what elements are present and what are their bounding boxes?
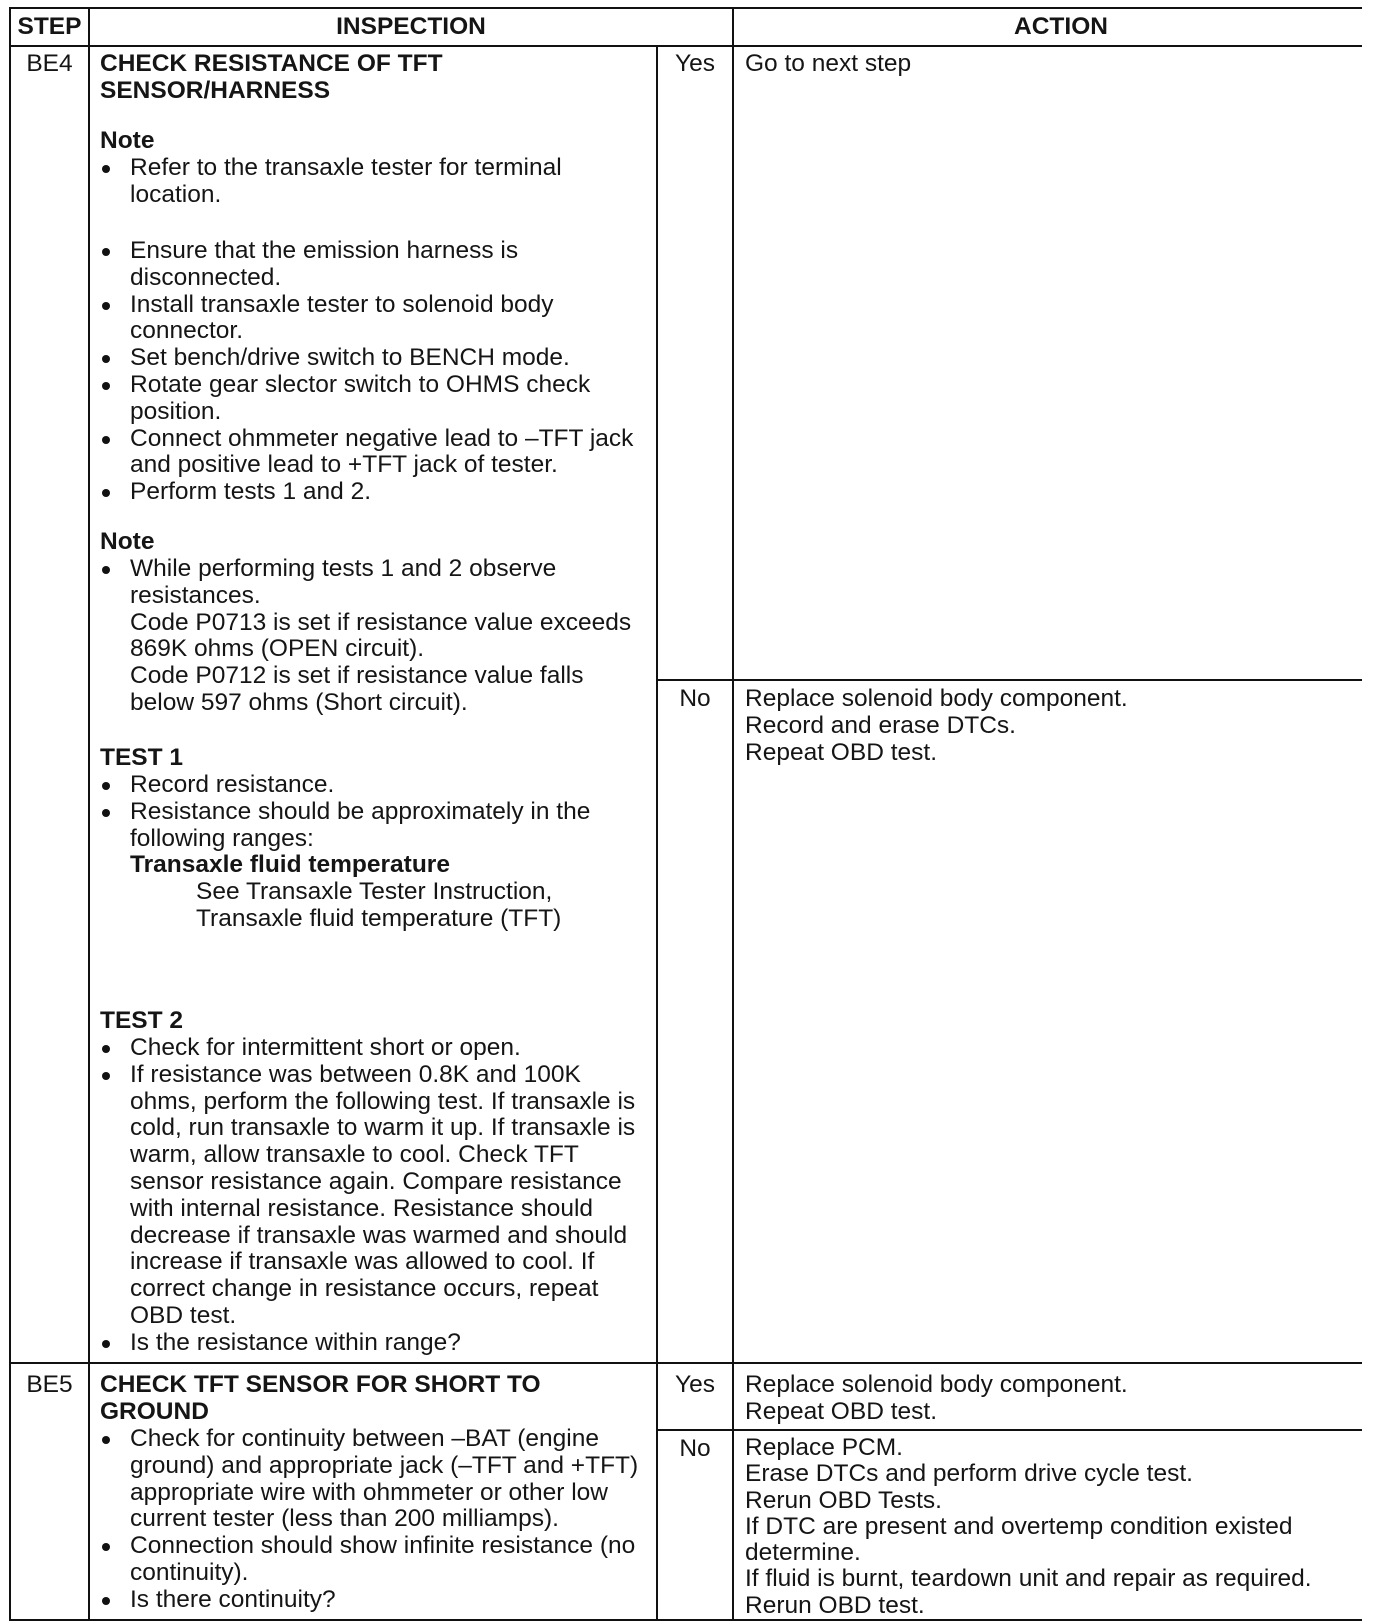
bullet-item — [100, 345, 655, 372]
answer-yes: Yes — [675, 1371, 715, 1398]
action-no: Replace solenoid body component. Record and erase DTCs. Repeat OBD test. — [745, 685, 1128, 766]
continuity-check-list — [100, 1426, 655, 1614]
bullet-item — [100, 479, 655, 506]
bullet-icon — [102, 1045, 110, 1053]
bullet-icon — [102, 1543, 110, 1551]
range-reference: See Transaxle Tester Instruction, Transaxle fluid temperature (TFT) — [196, 878, 562, 932]
bullet-text: Record resistance. — [130, 771, 335, 798]
header-inspection: INSPECTION — [336, 12, 486, 40]
bullet-icon — [102, 809, 110, 817]
test-1-list — [100, 772, 655, 852]
action-yes: Replace solenoid body component. Repeat OBD test. — [745, 1371, 1128, 1425]
bullet-item — [100, 1587, 655, 1614]
step-be5-title: CHECK TFT SENSOR FOR SHORT TO GROUND — [100, 1371, 541, 1425]
step-be4-title: CHECK RESISTANCE OF TFT SENSOR/HARNESS — [100, 50, 443, 104]
note-1-list — [100, 155, 655, 209]
bullet-text: Set bench/drive switch to BENCH mode. — [130, 344, 570, 372]
bullet-text: Refer to the transaxle tester for terminal location. — [130, 154, 562, 208]
action-no: Replace PCM. Erase DTCs and perform drive cycle test. Rerun OBD Tests. If DTC are present and overtemp condition existed determine. If fluid is burnt, teardown unit and repair as required. Rerun OBD test. — [745, 1434, 1312, 1619]
bullet-item — [100, 292, 655, 346]
header-action: ACTION — [1014, 12, 1108, 40]
bullet-icon — [102, 355, 110, 363]
answer-yes: Yes — [675, 50, 715, 77]
bullet-item — [100, 799, 655, 853]
bullet-icon — [102, 489, 110, 497]
bullet-text: If resistance was between 0.8K and 100K ohms, perform the following test. If transaxle is cold, run transaxle to warm it up. If transaxle is warm, allow transaxle to cool. Check TFT sensor resistance again. Compare resistance with internal resistance. Resistance should decrease if transaxle was warmed and should increase if transaxle was allowed to cool. If correct change in resistance occurs, repeat OBD test. — [130, 1060, 636, 1329]
bullet-item — [100, 155, 655, 209]
bullet-item — [100, 238, 655, 292]
bullet-item — [100, 556, 655, 717]
procedure-list — [100, 238, 655, 506]
test-2-list — [100, 1035, 655, 1357]
bullet-text: Check for continuity between –BAT (engine ground) and appropriate jack (–TFT and +TFT) appropriate wire with ohmmeter or other low current tester (less than 200 milliamps). — [130, 1425, 639, 1533]
answer-no: No — [679, 1435, 711, 1462]
bullet-icon — [102, 165, 110, 173]
note-2-label: Note — [100, 528, 155, 555]
bullet-icon — [102, 302, 110, 310]
bullet-text: Rotate gear slector switch to OHMS check position. — [130, 370, 591, 425]
bullet-icon — [102, 436, 110, 444]
bullet-item — [100, 426, 655, 480]
bullet-icon — [102, 382, 110, 390]
bullet-item — [100, 772, 655, 799]
bullet-icon — [102, 1072, 110, 1080]
test-1-label: TEST 1 — [100, 744, 184, 771]
bullet-text: Resistance should be approximately in the following ranges: — [130, 797, 591, 852]
bullet-icon — [102, 1340, 110, 1348]
be4-yes-no-divider — [657, 679, 1362, 681]
bullet-text: Install transaxle tester to solenoid body connector. — [130, 290, 554, 345]
step-be5-id: BE5 — [26, 1371, 73, 1398]
bullet-item — [100, 1533, 655, 1587]
bullet-text: Is there continuity? — [130, 1585, 336, 1613]
table-bottom-rule — [10, 1619, 1362, 1621]
test-2-label: TEST 2 — [100, 1007, 184, 1034]
bullet-text: Check for intermittent short or open. — [130, 1034, 521, 1061]
bullet-item — [100, 1330, 655, 1357]
bullet-icon — [102, 782, 110, 790]
bullet-icon — [102, 1436, 110, 1444]
note-1-label: Note — [100, 127, 155, 154]
bullet-text: Connection should show infinite resistance (no continuity). — [130, 1532, 636, 1586]
action-yes: Go to next step — [745, 50, 912, 77]
header-step: STEP — [17, 12, 82, 40]
step-column-rule — [88, 7, 90, 1621]
bullet-item — [100, 1426, 655, 1533]
bullet-text: Connect ohmmeter negative lead to –TFT jack and positive lead to +TFT jack of tester. — [130, 424, 634, 479]
bullet-item — [100, 372, 655, 426]
bullet-text: Ensure that the emission harness is disconnected. — [130, 237, 519, 291]
step-be4-id: BE4 — [26, 50, 73, 77]
bullet-icon — [102, 1597, 110, 1605]
bullet-text: Perform tests 1 and 2. — [130, 478, 372, 506]
action-column-rule — [732, 7, 734, 1621]
answer-no: No — [679, 685, 711, 712]
bullet-icon — [102, 248, 110, 256]
row-divider — [10, 1362, 1362, 1364]
bullet-text: While performing tests 1 and 2 observe resistances. Code P0713 is set if resistance value exceeds 869K ohms (OPEN circuit). Code P0712 is set if resistance value falls below 597 ohms (Short circuit). — [130, 555, 632, 716]
header-bottom-rule — [10, 45, 1362, 47]
bullet-item — [100, 1062, 655, 1330]
bullet-item — [100, 1035, 655, 1062]
note-2-list — [100, 556, 655, 717]
range-heading: Transaxle fluid temperature — [130, 851, 450, 878]
bullet-icon — [102, 566, 110, 574]
be5-yes-no-divider — [657, 1429, 1362, 1431]
bullet-text: Is the resistance within range? — [130, 1328, 461, 1356]
